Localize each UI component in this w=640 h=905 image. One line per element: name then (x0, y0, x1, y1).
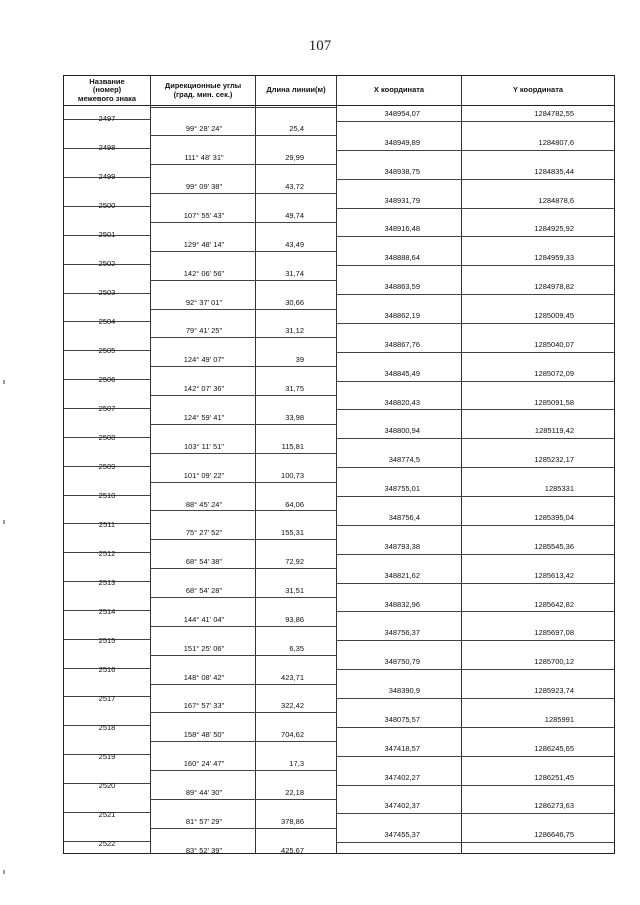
y-coordinate: 1285040,07 (534, 339, 574, 349)
line-length: 49,74 (285, 211, 304, 220)
y-coordinate: 1285072,09 (534, 368, 574, 378)
y-coordinate: 1285545,36 (534, 541, 574, 551)
x-coordinate: 348756,37 (384, 628, 420, 638)
line-length: 25,4 (289, 124, 304, 134)
line-length: 29,99 (285, 153, 304, 163)
x-coordinate: 347402,27 (384, 772, 420, 782)
y-coordinate: 1285119,42 (534, 426, 574, 436)
boundary-coordinates-table (63, 75, 615, 854)
point-name: 2515 (98, 635, 116, 645)
row-divider (150, 828, 336, 829)
x-coordinate: 348916,48 (384, 224, 420, 234)
header-point-name: Название (номер) межевого знака (77, 76, 137, 103)
row-divider (336, 294, 614, 295)
header-x-coordinate: X координата (373, 85, 425, 95)
row-divider (336, 611, 614, 612)
row-divider (336, 554, 614, 555)
x-coordinate: 348862,19 (384, 311, 420, 320)
row-divider (336, 236, 614, 237)
point-name: 2518 (98, 722, 116, 732)
x-coordinate: 347455,37 (384, 830, 420, 840)
y-coordinate: 1284835,44 (534, 166, 574, 176)
x-coordinate: 348845,49 (384, 368, 420, 378)
row-divider (150, 164, 336, 165)
x-coordinate: 348390,9 (388, 686, 420, 695)
header-direction-angle: Дирекционные углы (град. мин. сек.) (164, 81, 242, 99)
row-divider (150, 741, 336, 742)
point-name: 2508 (98, 432, 116, 442)
point-name: 2521 (98, 809, 116, 819)
line-length: 64,06 (285, 499, 304, 509)
row-divider (150, 684, 336, 685)
line-length: 31,12 (285, 326, 304, 336)
direction-angle: 83° 52' 39" (185, 845, 223, 855)
row-divider (336, 265, 614, 266)
x-coordinate: 348949,89 (384, 137, 420, 147)
row-divider (150, 309, 336, 310)
direction-angle: 99° 28' 24" (185, 124, 223, 134)
point-name: 2504 (98, 316, 116, 326)
row-divider (150, 453, 336, 454)
y-coordinate: 1285697,08 (534, 628, 574, 638)
row-divider (150, 510, 336, 511)
point-name: 2519 (98, 751, 116, 761)
x-coordinate: 348800,94 (384, 426, 420, 436)
row-divider (336, 179, 614, 180)
direction-angle: 124° 49' 07" (183, 355, 225, 365)
x-coordinate: 348820,43 (384, 397, 420, 407)
y-coordinate: 1285232,17 (534, 455, 574, 465)
row-divider (150, 366, 336, 367)
line-length: 423,71 (281, 672, 304, 682)
row-divider (150, 107, 336, 108)
row-divider (336, 409, 614, 410)
direction-angle: 144° 41' 04" (183, 614, 225, 624)
y-coordinate: 1286646,75 (534, 830, 574, 840)
y-coordinate: 1285700,12 (534, 657, 574, 667)
y-coordinate: 1284807,6 (538, 137, 574, 147)
line-length: 31,75 (285, 384, 304, 394)
x-coordinate: 348938,75 (384, 166, 420, 176)
row-divider (336, 381, 614, 382)
direction-angle: 99° 09' 38" (185, 182, 223, 192)
direction-angle: 151° 25' 06" (183, 643, 225, 653)
x-coordinate: 348750,79 (384, 657, 420, 667)
row-divider (336, 727, 614, 728)
row-divider (336, 208, 614, 209)
point-name: 2507 (98, 403, 116, 413)
direction-angle: 129° 48' 14" (183, 239, 225, 249)
line-length: 17,3 (289, 759, 304, 769)
row-divider (150, 626, 336, 627)
row-divider (336, 150, 614, 151)
column-divider (461, 76, 462, 853)
x-coordinate: 348821,62 (384, 570, 420, 580)
x-coordinate: 348755,01 (384, 484, 420, 494)
row-divider (150, 712, 336, 713)
header-y-coordinate: Y координата (512, 85, 564, 95)
point-name: 2520 (98, 780, 116, 790)
point-name: 2502 (98, 258, 116, 268)
row-divider (150, 135, 336, 136)
line-length: 31,74 (285, 268, 304, 278)
header-divider (64, 105, 614, 106)
point-name: 2498 (98, 143, 116, 152)
y-coordinate: 1284878,6 (538, 195, 574, 205)
row-divider (150, 597, 336, 598)
line-length: 115,81 (281, 441, 304, 451)
row-divider (150, 799, 336, 800)
row-divider (336, 323, 614, 324)
row-divider (336, 756, 614, 757)
row-divider (150, 395, 336, 396)
y-coordinate: 1285923,74 (534, 686, 574, 695)
row-divider (150, 424, 336, 425)
direction-angle: 111° 48' 31" (184, 153, 224, 163)
row-divider (336, 583, 614, 584)
line-length: 39 (295, 355, 304, 365)
row-divider (336, 813, 614, 814)
line-length: 22,18 (285, 788, 304, 797)
direction-angle: 167° 57' 33" (183, 701, 225, 711)
point-name: 2513 (98, 577, 116, 587)
line-length: 72,92 (285, 557, 304, 567)
direction-angle: 88° 45' 24" (185, 499, 223, 509)
direction-angle: 79° 41' 25" (185, 326, 223, 336)
line-length: 425,67 (281, 845, 304, 855)
row-divider (336, 352, 614, 353)
y-coordinate: 1284925,92 (534, 224, 574, 234)
y-coordinate: 1285642,82 (534, 599, 574, 609)
row-divider (336, 698, 614, 699)
direction-angle: 81° 57' 29" (185, 816, 223, 826)
row-divider (150, 539, 336, 540)
line-length: 43,72 (285, 182, 304, 192)
y-coordinate: 1284959,33 (534, 253, 574, 263)
y-coordinate: 1286245,65 (534, 743, 574, 753)
row-divider (336, 525, 614, 526)
x-coordinate: 347418,57 (384, 743, 420, 753)
row-divider (336, 496, 614, 497)
direction-angle: 92° 37' 01" (185, 297, 223, 307)
line-length: 93,86 (285, 614, 304, 624)
row-divider (336, 785, 614, 786)
direction-angle: 124° 59' 41" (183, 412, 225, 422)
y-coordinate: 1286251,45 (534, 772, 574, 782)
row-divider (150, 482, 336, 483)
y-coordinate: 1284782,55 (534, 109, 574, 118)
direction-angle: 148° 08' 42" (183, 672, 225, 682)
direction-angle: 89° 44' 30" (185, 788, 223, 797)
line-length: 704,62 (281, 730, 304, 740)
direction-angle: 142° 07' 36" (183, 384, 225, 394)
y-coordinate: 1285395,04 (534, 512, 574, 522)
scan-artifact (3, 380, 5, 384)
x-coordinate: 348863,59 (384, 282, 420, 292)
x-coordinate: 348954,07 (384, 109, 420, 118)
line-length: 378,86 (281, 816, 304, 826)
point-name: 2500 (98, 201, 116, 210)
point-name: 2510 (98, 490, 116, 500)
line-length: 322,42 (281, 701, 304, 711)
direction-angle: 68° 54' 28" (185, 586, 223, 595)
page-number: 107 (308, 38, 332, 54)
row-divider (336, 121, 614, 122)
x-coordinate: 348832,96 (384, 599, 420, 609)
point-name: 2516 (98, 664, 116, 674)
direction-angle: 103° 11' 51" (184, 441, 224, 451)
point-name: 2506 (98, 374, 116, 384)
y-coordinate: 1286273,63 (534, 801, 574, 811)
direction-angle: 101° 09' 22" (183, 470, 225, 480)
point-name: 2499 (98, 172, 116, 181)
row-divider (150, 222, 336, 223)
x-coordinate: 348075,57 (384, 714, 420, 724)
line-length: 33,98 (285, 412, 304, 422)
direction-angle: 68° 54' 38" (185, 557, 223, 567)
point-name: 2517 (98, 693, 116, 703)
y-coordinate: 1285091,58 (534, 397, 574, 407)
row-divider (150, 770, 336, 771)
direction-angle: 75° 27' 52" (185, 528, 223, 538)
header-line-length: Длина линии(м) (266, 85, 326, 95)
row-divider (150, 337, 336, 338)
point-name: 2505 (98, 345, 116, 355)
y-coordinate: 1285991 (544, 714, 574, 724)
line-length: 100,73 (281, 470, 304, 480)
row-divider (336, 467, 614, 468)
line-length: 31,51 (285, 586, 304, 595)
point-name: 2497 (98, 114, 116, 123)
line-length: 43,49 (285, 239, 304, 249)
point-name: 2512 (98, 548, 116, 558)
row-divider (336, 640, 614, 641)
x-coordinate: 348793,38 (384, 541, 420, 551)
line-length: 30,66 (285, 297, 304, 307)
direction-angle: 142° 06' 56" (183, 268, 225, 278)
column-divider (336, 76, 337, 853)
y-coordinate: 1285613,42 (534, 570, 574, 580)
row-divider (150, 655, 336, 656)
x-coordinate: 348867,76 (384, 339, 420, 349)
row-divider (150, 280, 336, 281)
y-coordinate: 1284978,82 (534, 282, 574, 292)
x-coordinate: 348931,79 (384, 195, 420, 205)
row-divider (336, 669, 614, 670)
x-coordinate: 348756,4 (388, 512, 420, 522)
direction-angle: 107° 55' 43" (183, 211, 225, 220)
point-name: 2522 (98, 838, 116, 848)
row-divider (336, 842, 614, 843)
row-divider (150, 568, 336, 569)
point-name: 2503 (98, 287, 116, 297)
scan-artifact (3, 870, 5, 874)
direction-angle: 158° 48' 50" (183, 730, 225, 740)
point-name: 2514 (98, 606, 116, 616)
x-coordinate: 347402,37 (384, 801, 420, 811)
point-name: 2509 (98, 461, 116, 471)
x-coordinate: 348888,64 (384, 253, 420, 263)
point-name: 2501 (98, 230, 116, 239)
point-name: 2511 (98, 519, 116, 529)
row-divider (150, 251, 336, 252)
x-coordinate: 348774,5 (388, 455, 420, 465)
scan-artifact (3, 520, 5, 524)
line-length: 6,35 (289, 643, 304, 653)
row-divider (336, 438, 614, 439)
row-divider (150, 193, 336, 194)
direction-angle: 160° 24' 47" (183, 759, 225, 769)
y-coordinate: 1285009,45 (534, 311, 574, 320)
y-coordinate: 1285331 (544, 484, 574, 494)
line-length: 155,31 (281, 528, 304, 538)
